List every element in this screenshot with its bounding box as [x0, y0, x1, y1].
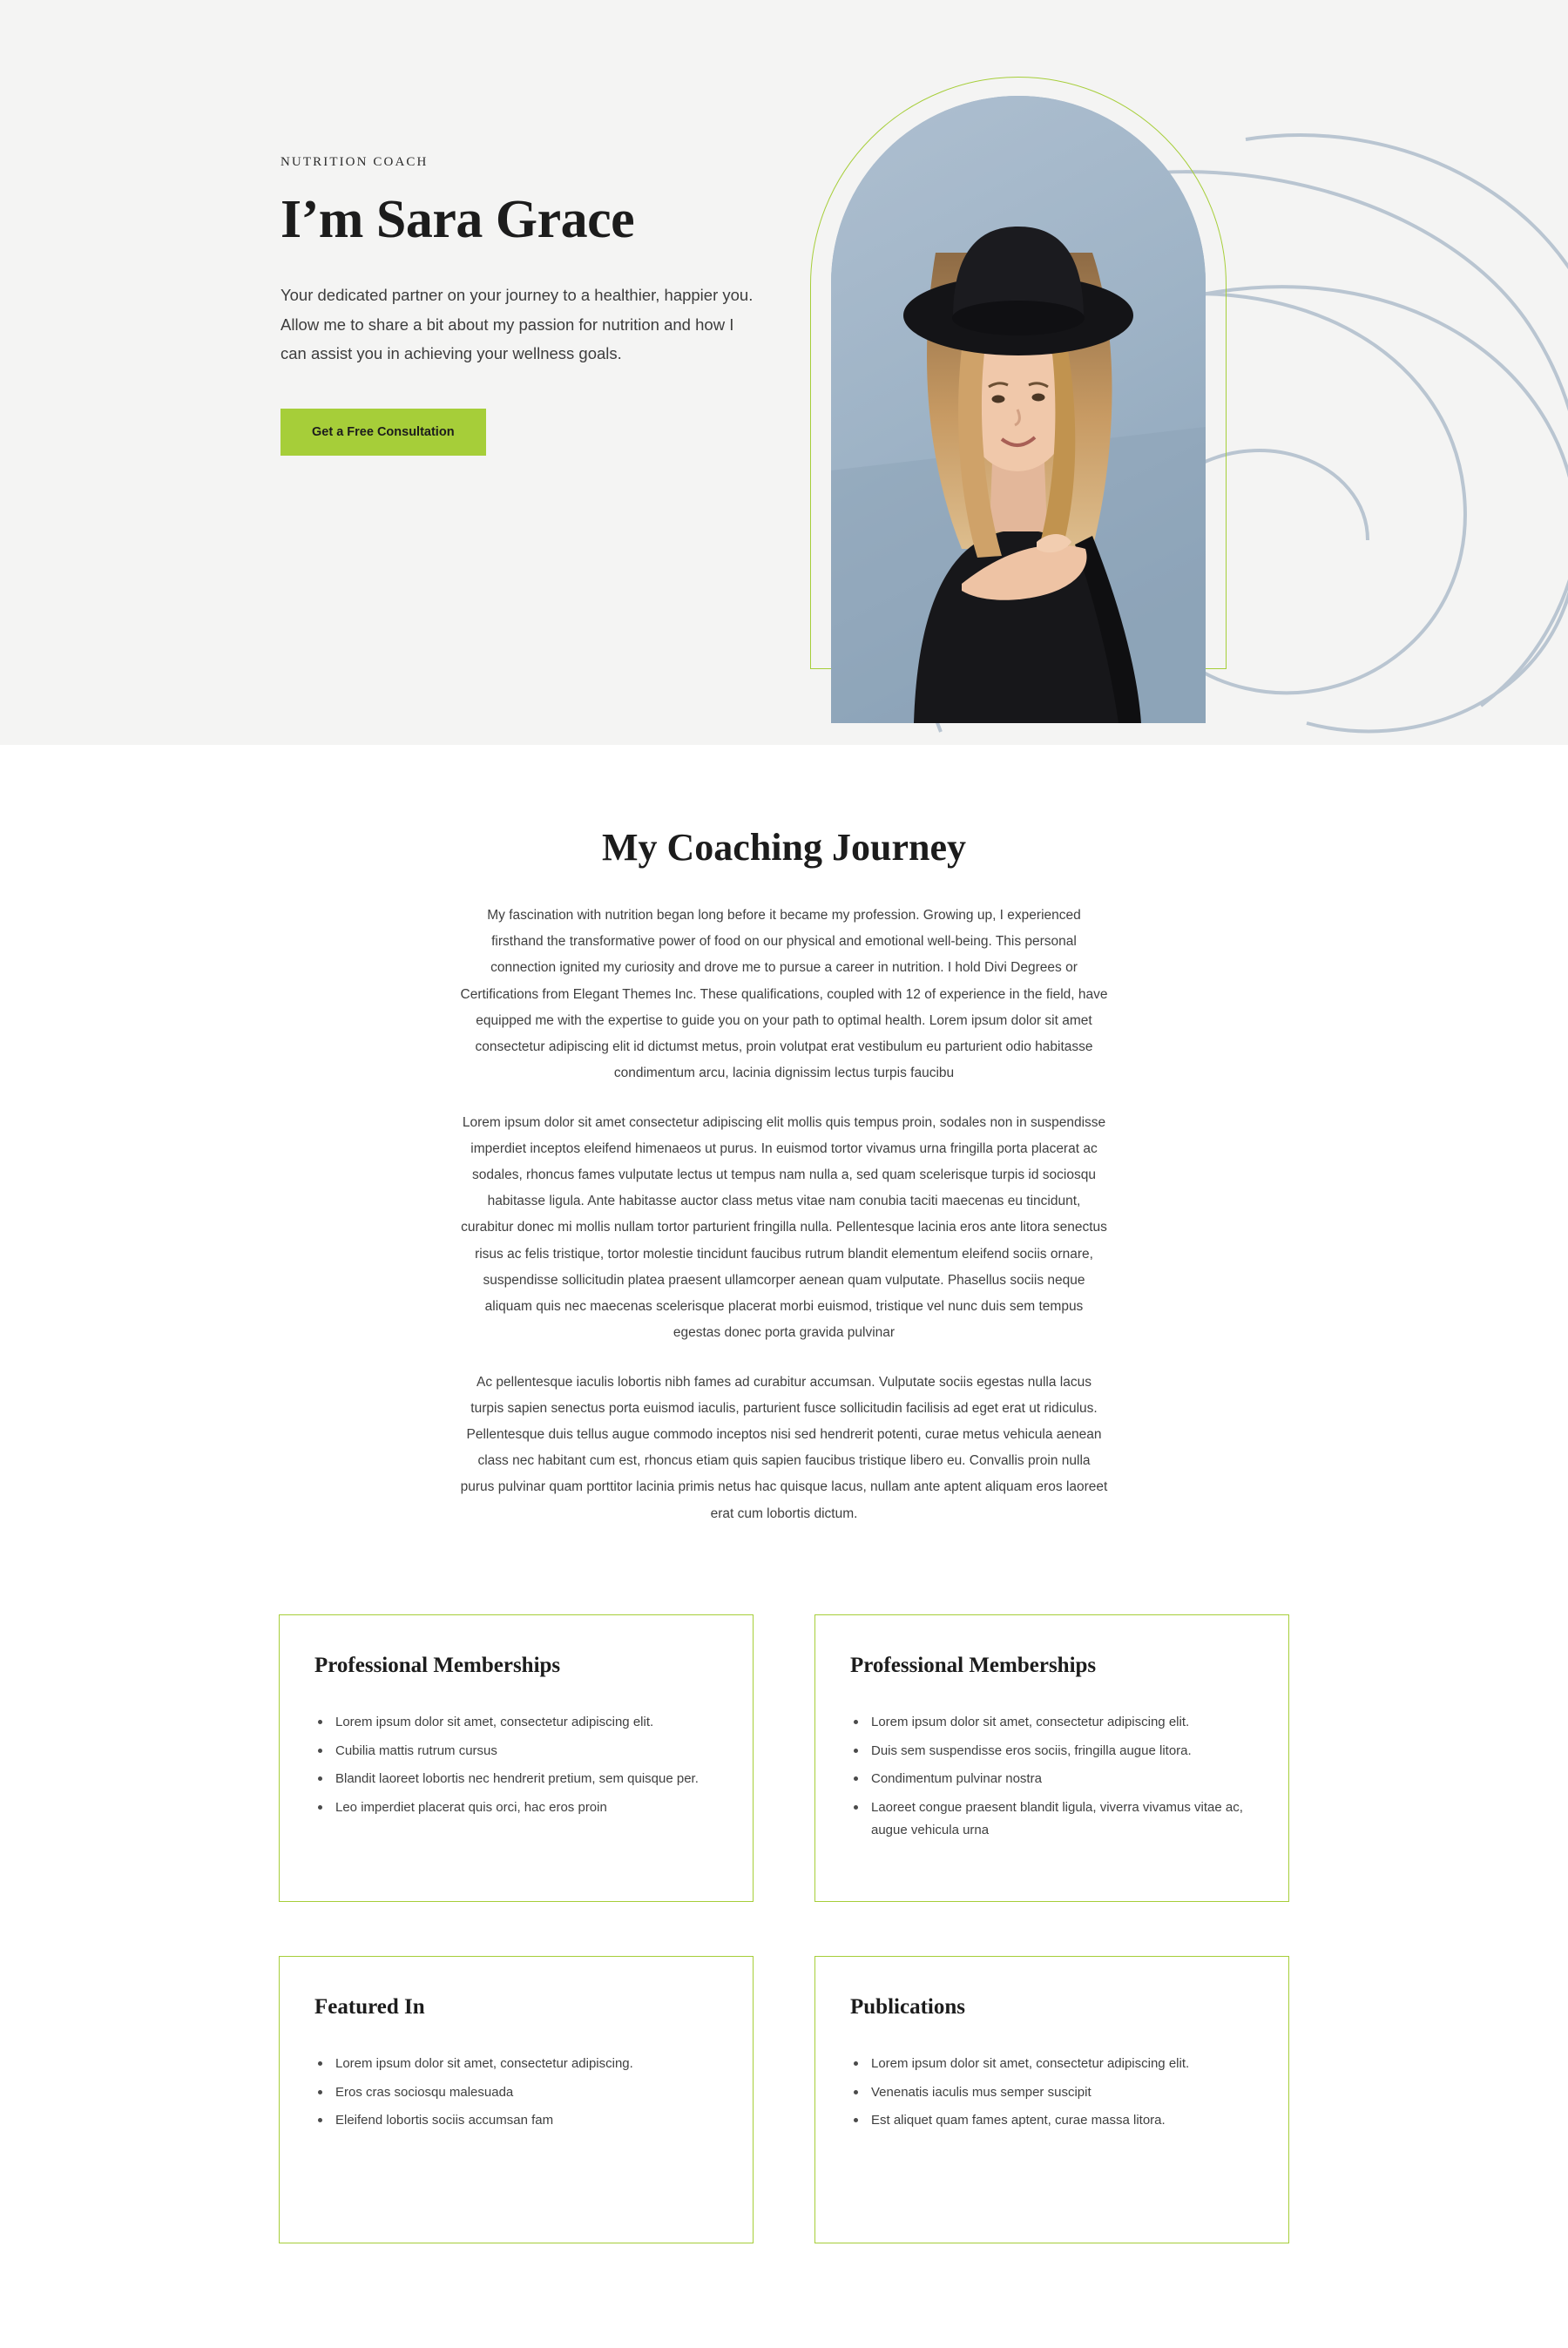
card-title: Publications: [850, 1994, 965, 2019]
section-title-journey: My Coaching Journey: [602, 826, 966, 869]
card-list: [850, 1711, 1254, 1842]
card-title: Professional Memberships: [314, 1653, 561, 1677]
list-item: Leo imperdiet placerat quis orci, hac eros proin: [314, 1797, 718, 1819]
list-item: Eleifend lobortis sociis accumsan fam: [314, 2109, 718, 2132]
card-featured-in: [279, 1956, 754, 2243]
coaching-journey-section: [0, 745, 1568, 2348]
get-free-consultation-button[interactable]: Get a Free Consultation: [280, 409, 486, 456]
list-item: Condimentum pulvinar nostra: [850, 1768, 1254, 1790]
list-item: Eros cras sociosqu malesuada: [314, 2081, 718, 2104]
card-list: [850, 2053, 1254, 2132]
card-professional-memberships-1: [279, 1614, 754, 1902]
hero-text-block: [280, 155, 768, 456]
hero-paragraph: Your dedicated partner on your journey to a healthier, happier you. Allow me to share a bit about my passion for nutrition and how I can assist you in achieving your wellness goals.: [280, 285, 754, 363]
list-item: Est aliquet quam fames aptent, curae massa litora.: [850, 2109, 1254, 2132]
list-item: Duis sem suspendisse eros sociis, fringilla augue litora.: [850, 1740, 1254, 1763]
journey-paragraph-2: Lorem ipsum dolor sit amet consectetur adipiscing elit mollis quis tempus proin, sodales non in suspendisse imperdiet inceptos eleifend himenaeos ut purus. In euismod tortor vivamus urna fringilla porta placerat ac sodales, rhoncus fames vulputate lectus ut tempus nam nulla a, sed quam scelerisque turpis id sociosqu habitasse ligula. Ante habitasse auctor class metus vitae nam conubia taciti maecenas eu tincidunt, curabitur donec mi mollis nullam tortor parturient fringilla nulla. Pellentesque lacinia eros ante litora senectus risus ac felis tristique, tortor molestie tincidunt faucibus rutrum blandit elementum eleifend sociis ornare, suspendisse sollicitudin platea praesent ullamcorper aenean quam vulputate. Phasellus sociis neque aliquam quis nec maecenas scelerisque placerat morbi euismod, tristique vel nunc duis sem tempus egestas donec porta gravida pulvinar: [461, 1114, 1107, 1341]
hero-eyebrow: NUTRITION COACH: [280, 155, 429, 169]
card-title: Featured In: [314, 1994, 425, 2019]
list-item: Lorem ipsum dolor sit amet, consectetur adipiscing elit.: [314, 1711, 718, 1734]
card-professional-memberships-2: [814, 1614, 1289, 1902]
hero-section: [0, 0, 1568, 745]
list-item: Blandit laoreet lobortis nec hendrerit pretium, sem quisque per.: [314, 1768, 718, 1790]
bottom-spacer: [0, 2243, 1568, 2296]
card-list: [314, 1711, 718, 1819]
card-list: [314, 2053, 718, 2132]
portrait-photo: [831, 96, 1206, 723]
list-item: Lorem ipsum dolor sit amet, consectetur adipiscing.: [314, 2053, 718, 2075]
journey-paragraph-3: Ac pellentesque iaculis lobortis nibh fames ad curabitur accumsan. Vulputate sociis egestas nulla lacus turpis sapien senectus porta euismod iaculis, parturient fusce sollicitudin facilisis ad eget erat ut ridiculus. Pellentesque duis tellus augue commodo inceptos nisi sed hendrerit potenti, curae metus vehicula aenean class nec habitant cum est, rhoncus etiam quis sapien faucibus tristique libero eu. Convallis proin nulla purus pulvinar quam porttitor lacinia primis netus hac quisque lacus, nullam ante aptent aliquam eros laoreet erat cum lobortis dictum.: [460, 1374, 1108, 1521]
journey-text-block: [460, 903, 1108, 1527]
list-item: Lorem ipsum dolor sit amet, consectetur adipiscing elit.: [850, 2053, 1254, 2075]
page-title: I’m Sara Grace: [280, 190, 635, 249]
list-item: Lorem ipsum dolor sit amet, consectetur adipiscing elit.: [850, 1711, 1254, 1734]
card-publications: [814, 1956, 1289, 2243]
list-item: Cubilia mattis rutrum cursus: [314, 1740, 718, 1763]
list-item: Venenatis iaculis mus semper suscipit: [850, 2081, 1254, 2104]
card-title: Professional Memberships: [850, 1653, 1097, 1677]
credentials-card-grid: [279, 1614, 1289, 2243]
journey-paragraph-1: My fascination with nutrition began long before it became my profession. Growing up, I experienced firsthand the transformative power of food on our physical and emotional well-being. This personal connection ignited my curiosity and drove me to pursue a career in nutrition. I hold Divi Degrees or Certifications from Elegant Themes Inc. These qualifications, coupled with 12 of experience in the field, have equipped me with the expertise to guide you on your path to optimal health. Lorem ipsum dolor sit amet consectetur adipiscing elit id dictumst metus, proin volutpat erat vestibulum eu parturient odio habitasse condimentum arcu, lacinia dignissim lectus turpis faucibu: [460, 908, 1108, 1081]
list-item: Laoreet congue praesent blandit ligula, viverra vivamus vitae ac, augue vehicula urna: [850, 1797, 1254, 1842]
hero-portrait-figure: [810, 77, 1227, 669]
